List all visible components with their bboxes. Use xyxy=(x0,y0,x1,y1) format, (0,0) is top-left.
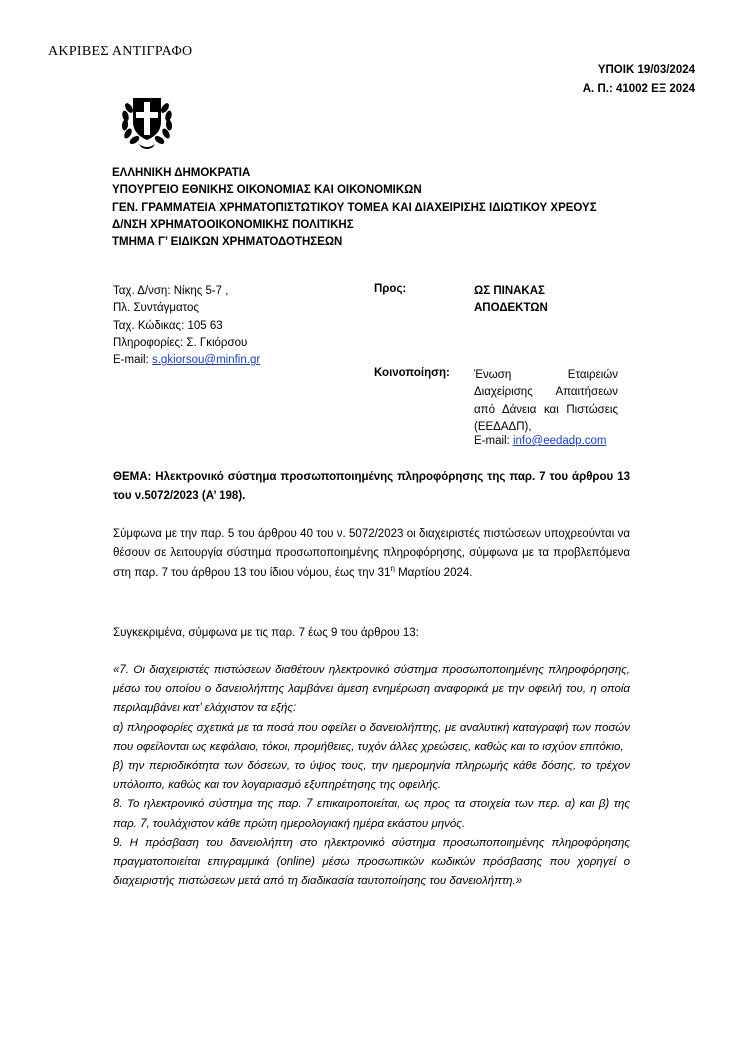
recipients xyxy=(474,283,548,318)
subject-line: ΘΕΜΑ: Ηλεκτρονικό σύστημα προσωποποιημένης πληροφόρησης της παρ. 7 του άρθρου 13 του ν.5072/2023 (Α’ 198). xyxy=(113,471,630,503)
sender-email-link[interactable]: s.gkiorsou@minfin.gr xyxy=(151,354,261,367)
recipients-line-2: ΑΠΟΔΕΚΤΩΝ xyxy=(474,302,548,315)
cc-email-label: E-mail: xyxy=(474,435,513,447)
sender-area: Πλ. Συντάγματος xyxy=(113,302,199,315)
quote-item-b: β) την περιοδικότητα των δόσεων, το ύψος τους, την ημερομηνία πληρωμής κάθε δόσης, το τρέχον υπόλοιπο, καθώς και τον λογαριασμό εξυπηρέτησης της οφειλής. xyxy=(113,760,630,792)
quoted-law-text xyxy=(113,661,630,891)
intro-paragraph-tail: Μαρτίου 2024. xyxy=(394,566,473,579)
sender-email-line xyxy=(113,352,260,369)
quote-paragraph-7: «7. Οι διαχειριστές πιστώσεων διαθέτουν ηλεκτρονικό σύστημα προσωποποιημένης πληροφόρησης, μέσω του οποίου ο δανειολήπτης λαμβάνει άμεση ενημέρωση αναφορικά με την οφειλή του, η οποία περιλαμβάνει κατ’ ελάχιστον τα εξής: xyxy=(113,664,630,715)
reference-protocol-number: Α. Π.: 41002 ΕΞ 2024 xyxy=(582,83,695,95)
header-line-directorate: Δ/ΝΣΗ ΧΡΗΜΑΤΟΟΙΚΟΝΟΜΙΚΗΣ ΠΟΛΙΤΙΚΗΣ xyxy=(112,218,354,231)
sender-details xyxy=(113,283,260,369)
greek-coat-of-arms-icon xyxy=(117,88,177,150)
certified-copy-label: ΑΚΡΙΒΕΣ ΑΝΤΙΓΡΑΦΟ xyxy=(48,44,193,59)
sender-postal-code: Ταχ. Κώδικας: 105 63 xyxy=(113,319,223,332)
cc-recipient: Ένωση Εταιρειών Διαχείρισης Απαιτήσεων από Δάνεια και Πιστώσεις (ΕΕΔΑΔΠ), xyxy=(474,369,618,433)
cc-email-line xyxy=(474,435,607,447)
header-line-department: ΤΜΗΜΑ Γ’ ΕΙΔΙΚΩΝ ΧΡΗΜΑΤΟΔΟΤΗΣΕΩΝ xyxy=(112,236,343,249)
ordinal-superscript: η xyxy=(390,563,395,573)
sender-address: Ταχ. Δ/νση: Νίκης 5-7 , xyxy=(113,285,229,297)
quote-paragraph-9: 9. Η πρόσβαση του δανειολήπτη στο ηλεκτρονικό σύστημα προσωποποιημένης πληροφόρησης πραγματοποιείται επιγραμμικά (online) μέσω προσωπικών κωδικών πρόσβασης που χορηγεί ο διαχειριστής πιστώσεων μετά από τη διαδικασία ταυτοποίησης του δανειολήπτη.» xyxy=(113,836,630,888)
intro-paragraph-text: Σύμφωνα με την παρ. 5 του άρθρου 40 του ν. 5072/2023 οι διαχειριστές πιστώσεων υποχρεούνται να θέσουν σε λειτουργία σύστημα προσωποποιημένης πληροφόρησης, σύμφωνα με τα προβλεπόμενα στη παρ. 7 του άρθρου 13 του ίδιου νόμου, έως την 31 xyxy=(113,528,630,579)
cc-email-link[interactable]: info@eedadp.com xyxy=(512,435,607,447)
issuing-authority-header xyxy=(112,165,597,251)
header-line-ministry: ΥΠΟΥΡΓΕΙΟ ΕΘΝΙΚΗΣ ΟΙΚΟΝΟΜΙΑΣ ΚΑΙ ΟΙΚΟΝΟΜΙΚΩΝ xyxy=(112,184,422,197)
quote-paragraph-8: 8. Το ηλεκτρονικό σύστημα της παρ. 7 επικαιροποιείται, ως προς τα στοιχεία των περ. α) και β) της παρ. 7, τουλάχιστον κάθε πρώτη ημερολογιακή ημέρα εκάστου μηνός. xyxy=(113,798,630,830)
recipients-line-1: ΩΣ ΠΙΝΑΚΑΣ xyxy=(474,285,545,297)
specifics-paragraph: Συγκεκριμένα, σύμφωνα με τις παρ. 7 έως 9 του άρθρου 13: xyxy=(113,627,419,639)
header-line-secretariat: ΓΕΝ. ΓΡΑΜΜΑΤΕΙΑ ΧΡΗΜΑΤΟΠΙΣΤΩΤΙΚΟΥ ΤΟΜΕΑ ΚΑΙ ΔΙΑΧΕΙΡΙΣΗΣ ΙΔΙΩΤΙΚΟΥ ΧΡΕΟΥΣ xyxy=(112,201,597,214)
to-label: Προς: xyxy=(374,283,407,295)
sender-contact-person: Πληροφορίες: Σ. Γκιόρσου xyxy=(113,336,248,349)
header-line-republic: ΕΛΛΗΝΙΚΗ ΔΗΜΟΚΡΑΤΙΑ xyxy=(112,167,251,179)
sender-email-label: E-mail: xyxy=(113,354,152,367)
intro-paragraph xyxy=(113,525,630,583)
cc-label: Κοινοποίηση: xyxy=(374,367,450,379)
quote-item-a: α) πληροφορίες σχετικά με τα ποσά που οφείλει ο δανειολήπτης, με αναλυτική καταγραφή των ποσών που οφείλονται ως κεφάλαιο, τόκοι, προμήθειες, τυχόν άλλες χρεώσεις, καθώς και το ισχύον επιτόκιο, xyxy=(113,721,630,753)
reference-date: ΥΠΟΙΚ 19/03/2024 xyxy=(597,64,695,76)
